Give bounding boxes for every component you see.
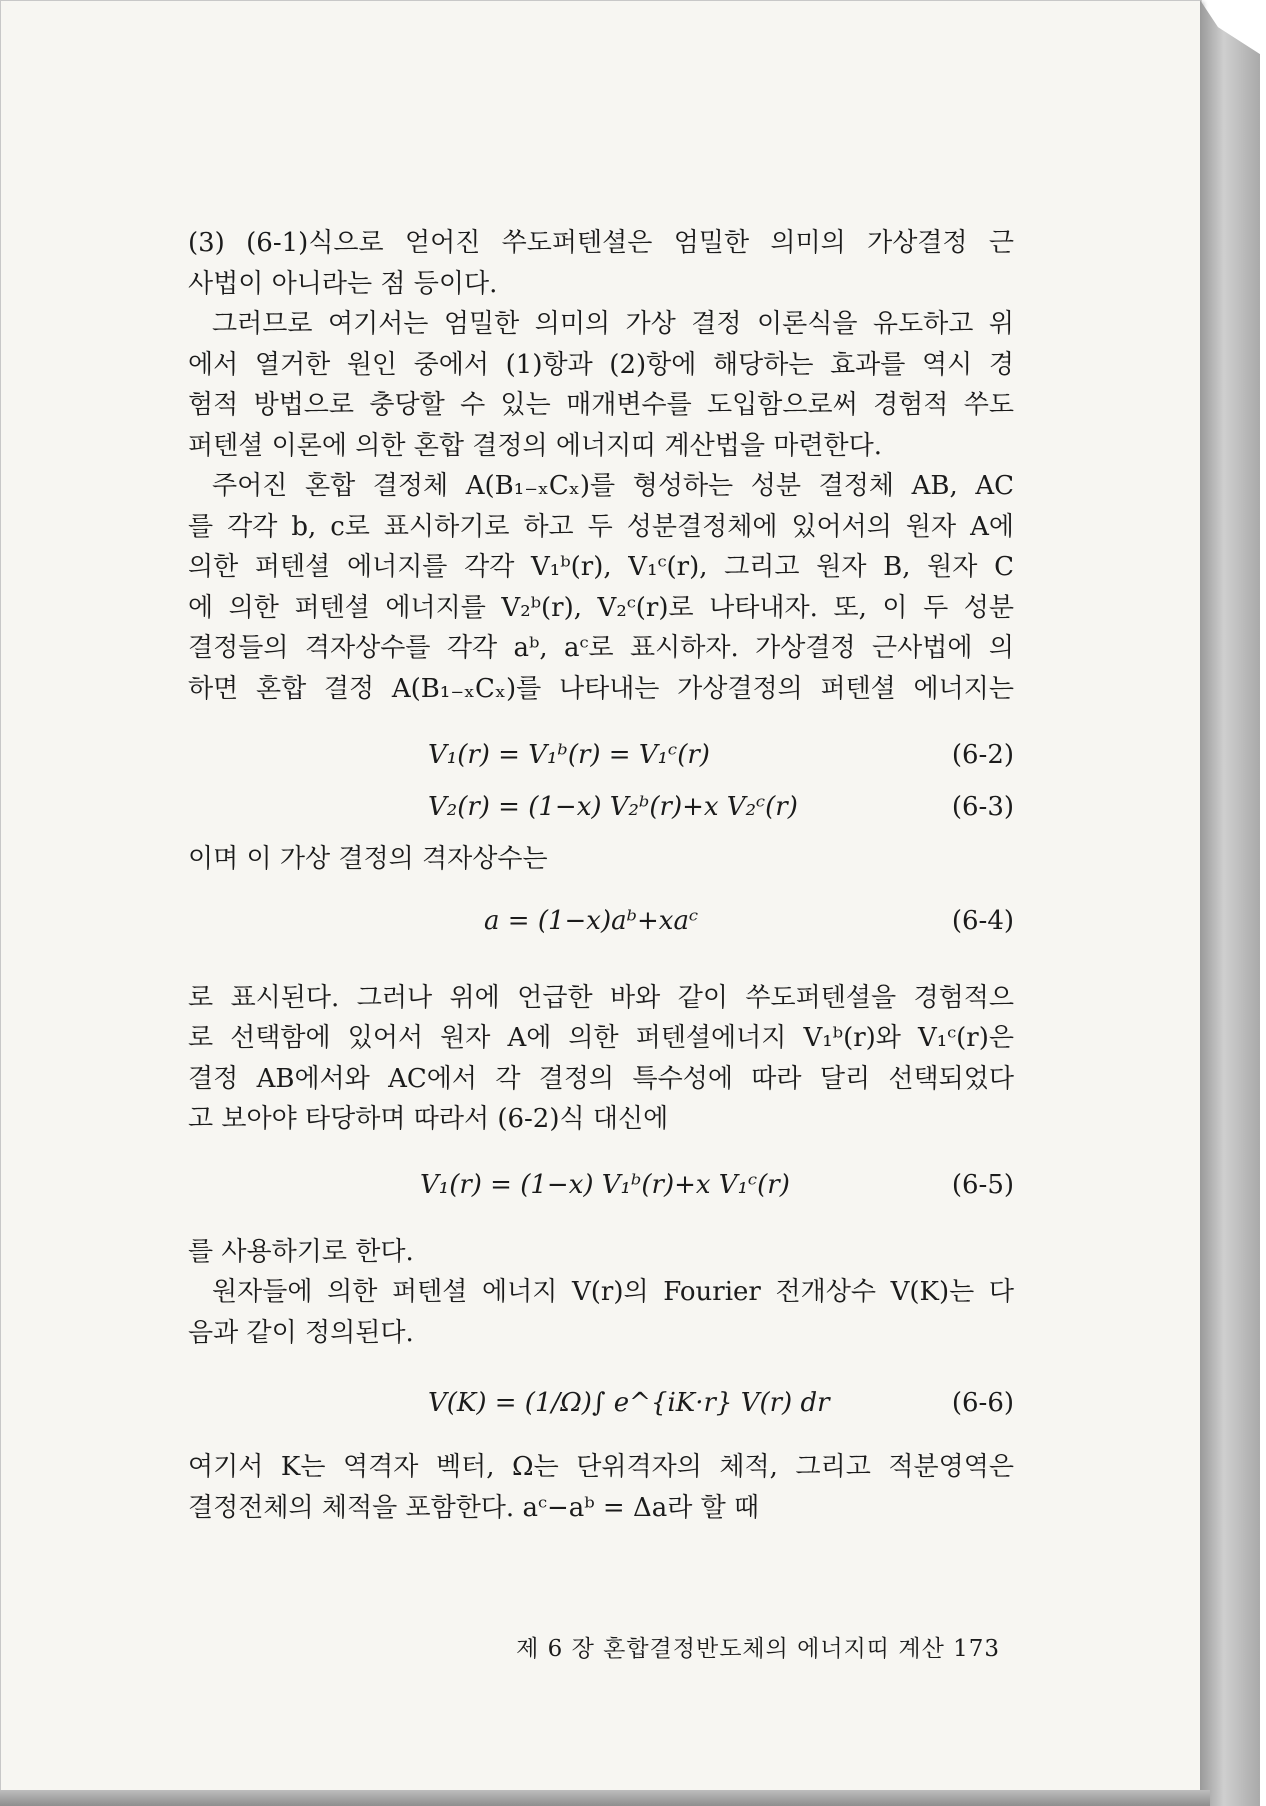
equation-number: (6-6) bbox=[951, 1387, 1014, 1418]
page-body bbox=[188, 223, 1014, 1528]
text-line: 결정 AB에서와 AC에서 각 결정의 특수성에 따라 달리 선택되었다 bbox=[188, 1063, 1014, 1094]
page-footer: 제 6 장 혼합결정반도체의 에너지띠 계산 173 bbox=[516, 1636, 1000, 1662]
text-line: 에 의한 퍼텐셜 에너지를 V₂ᵇ(r), V₂ᶜ(r)로 나타내자. 또, 이 두 성분 bbox=[188, 592, 1014, 623]
text-line: 를 각각 b, c로 표시하기로 하고 두 성분결정체에 있어서의 원자 A에 bbox=[188, 511, 1014, 542]
text-line: 원자들에 의한 퍼텐셜 에너지 V(r)의 Fourier 전개상수 V(K)는 다 bbox=[212, 1277, 1014, 1307]
equation-expression: V₁(r) = V₁ᵇ(r) = V₁ᶜ(r) bbox=[428, 739, 710, 770]
page-edge-bottom bbox=[0, 1790, 1210, 1806]
text-line: 고 보아야 타당하며 따라서 (6-2)식 대신에 bbox=[188, 1104, 669, 1134]
equation-6-5 bbox=[188, 1166, 1014, 1206]
text-line: 결정전체의 체적을 포함한다. aᶜ−aᵇ = Δa라 할 때 bbox=[188, 1492, 760, 1523]
equation-6-3 bbox=[188, 787, 1014, 827]
text-line: 주어진 혼합 결정체 A(B₁₋ₓCₓ)를 형성하는 성분 결정체 AB, AC bbox=[212, 471, 1014, 501]
equation-6-4 bbox=[188, 902, 1014, 942]
text-line: 음과 같이 정의된다. bbox=[188, 1317, 414, 1348]
text-line: 하면 혼합 결정 A(B₁₋ₓCₓ)를 나타내는 가상결정의 퍼텐셜 에너지는 bbox=[188, 673, 1014, 704]
equation-expression: a = (1−x)aᵇ+xaᶜ bbox=[484, 906, 699, 937]
text-line: 로 표시된다. 그러나 위에 언급한 바와 같이 쑤도퍼텐셜을 경험적으 bbox=[188, 982, 1014, 1013]
equation-expression: V₁(r) = (1−x) V₁ᵇ(r)+x V₁ᶜ(r) bbox=[420, 1170, 790, 1201]
text-line: 험적 방법으로 충당할 수 있는 매개변수를 도입함으로써 경험적 쑤도 bbox=[188, 390, 1014, 420]
text-line: 결정들의 격자상수를 각각 aᵇ, aᶜ로 표시하자. 가상결정 근사법에 의 bbox=[188, 633, 1014, 663]
equation-number: (6-5) bbox=[951, 1170, 1014, 1201]
equation-number: (6-4) bbox=[951, 906, 1014, 937]
text-line: 여기서 K는 역격자 벡터, Ω는 단위격자의 체적, 그리고 적분영역은 bbox=[188, 1452, 1014, 1482]
text-line: 퍼텐셜 이론에 의한 혼합 결정의 에너지띠 계산법을 마련한다. bbox=[188, 430, 883, 461]
text-line: 이며 이 가상 결정의 격자상수는 bbox=[188, 844, 548, 874]
equation-expression: V₂(r) = (1−x) V₂ᵇ(r)+x V₂ᶜ(r) bbox=[428, 791, 798, 822]
text-line: 사법이 아니라는 점 등이다. bbox=[188, 268, 498, 299]
equation-6-2 bbox=[188, 735, 1014, 775]
text-line: 를 사용하기로 한다. bbox=[188, 1236, 414, 1267]
text-line: (3) (6-1)식으로 얻어진 쑤도퍼텐셜은 엄밀한 의미의 가상결정 근 bbox=[188, 228, 1014, 258]
text-line: 에서 열거한 원인 중에서 (1)항과 (2)항에 해당하는 효과를 역시 경 bbox=[188, 349, 1014, 380]
equation-expression: V(K) = (1/Ω)∫ e^{iK·r} V(r) dr bbox=[428, 1387, 830, 1418]
equation-number: (6-2) bbox=[951, 739, 1014, 770]
page-edge-right bbox=[1200, 0, 1260, 1806]
text-line: 로 선택함에 있어서 원자 A에 의한 퍼텐셜에너지 V₁ᵇ(r)와 V₁ᶜ(r)은 bbox=[188, 1023, 1014, 1053]
equation-6-6 bbox=[188, 1383, 1014, 1423]
equation-number: (6-3) bbox=[951, 791, 1014, 822]
text-line: 의한 퍼텐셜 에너지를 각각 V₁ᵇ(r), V₁ᶜ(r), 그리고 원자 B, 원자 C bbox=[188, 552, 1014, 582]
text-line: 그러므로 여기서는 엄밀한 의미의 가상 결정 이론식을 유도하고 위 bbox=[212, 309, 1014, 339]
